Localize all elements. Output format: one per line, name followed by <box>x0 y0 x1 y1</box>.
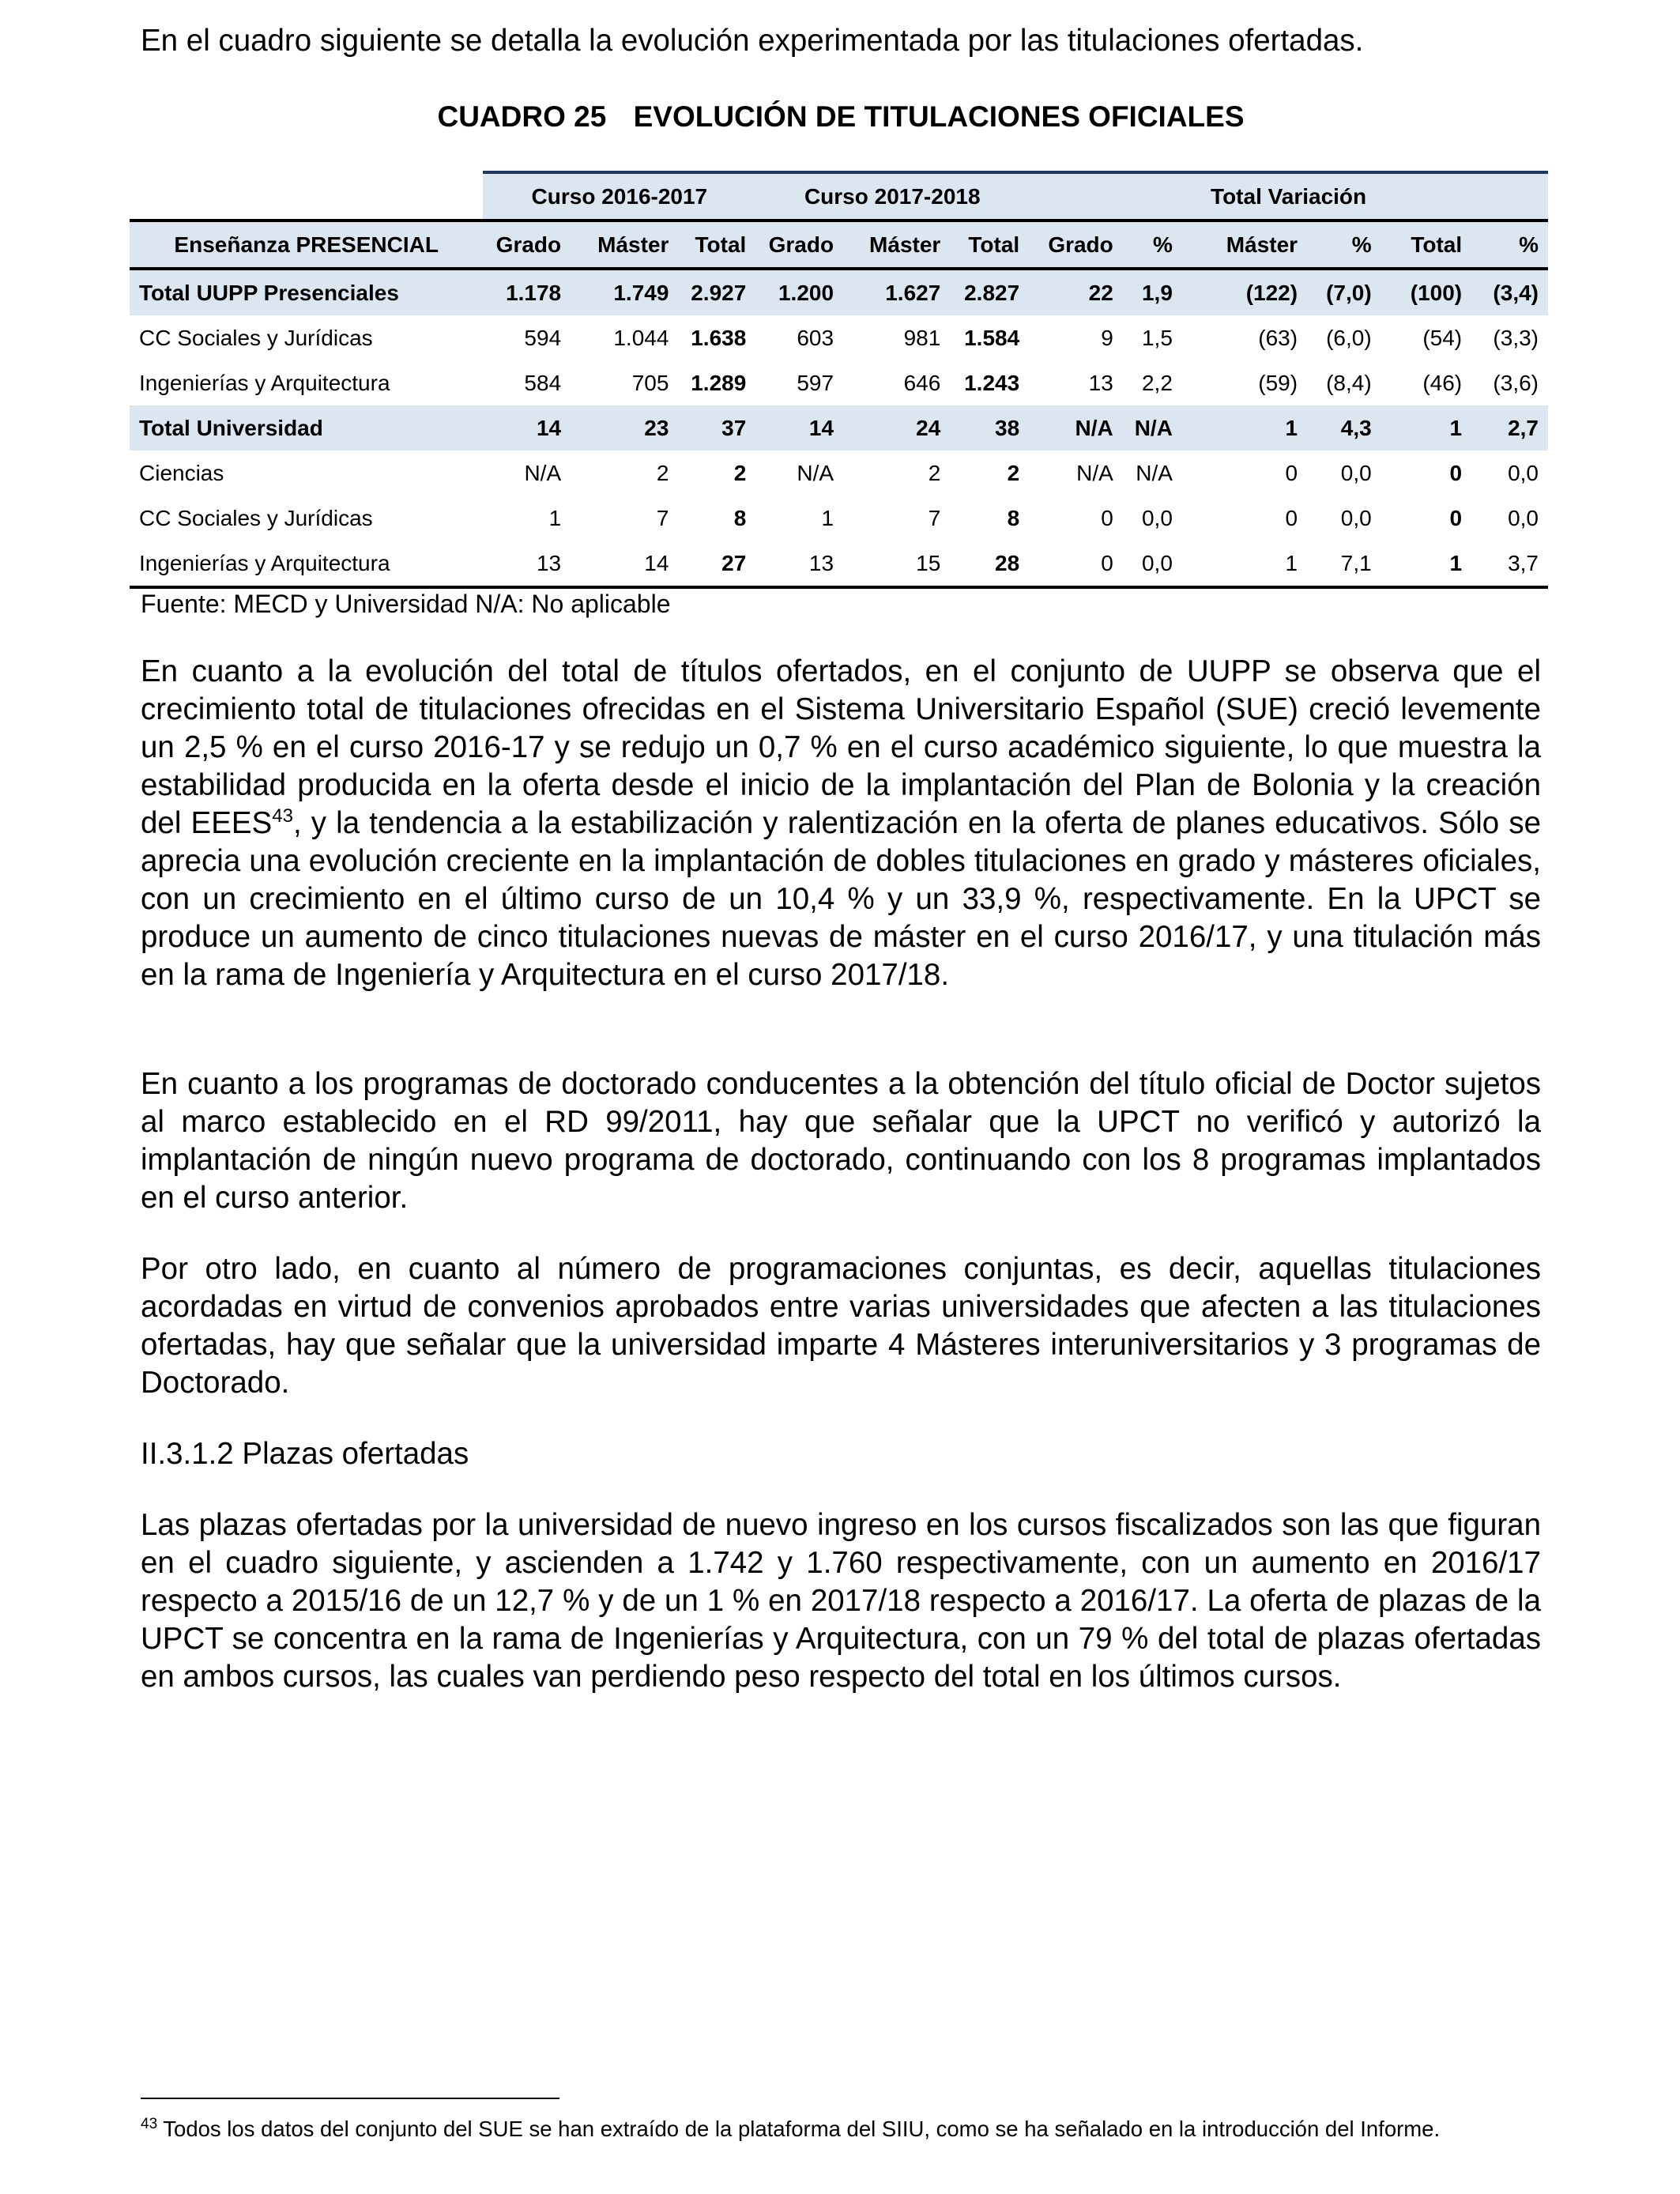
table-cell: 1 <box>1182 405 1307 450</box>
column-header: Grado <box>483 221 571 269</box>
table-cell: 981 <box>903 325 941 350</box>
table-cell: 27 <box>678 541 755 587</box>
table-cell: 1.178 <box>483 269 571 315</box>
table-cell: 2 <box>1007 460 1020 485</box>
table-cell: 0 <box>1101 505 1113 530</box>
table-cell: (8,4) <box>1326 370 1372 395</box>
table-cell: 584 <box>524 370 562 395</box>
body-paragraph <box>141 653 1541 994</box>
table-row <box>130 360 1548 405</box>
table-cell: 1 <box>1182 541 1307 587</box>
table-cell: 0,0 <box>1340 460 1372 485</box>
row-label: Ciencias <box>139 460 224 485</box>
table-cell: 2,7 <box>1471 405 1548 450</box>
table-cell: 705 <box>631 370 669 395</box>
footnote-text: Todos los datos del conjunto del SUE se han extraído de la plataforma del SIIU, como se ha señalado en la introducción del Informe. <box>157 2117 1441 2141</box>
table-cell: 0 <box>1449 505 1463 530</box>
table-cell: (3,3) <box>1493 325 1539 350</box>
column-header: Enseñanza PRESENCIAL <box>130 221 483 269</box>
table-cell: 594 <box>524 325 562 350</box>
column-header: % <box>1471 221 1548 269</box>
column-header: Total <box>950 221 1029 269</box>
table-cell: 2.927 <box>678 269 755 315</box>
table-cell: 13 <box>483 541 571 587</box>
table-cell: 0,0 <box>1141 505 1173 530</box>
table-cell: (3,4) <box>1471 269 1548 315</box>
column-header: Máster <box>1182 221 1307 269</box>
group-header: Curso 2017-2018 <box>755 172 1029 221</box>
table-cell: 7,1 <box>1307 541 1381 587</box>
table-cell: 2 <box>733 460 747 485</box>
column-header: Grado <box>755 221 843 269</box>
table-cell: (3,6) <box>1493 370 1539 395</box>
column-header: Grado <box>1029 221 1123 269</box>
row-label: Ingenierías y Arquitectura <box>130 541 483 587</box>
table-cell: 1,5 <box>1141 325 1173 350</box>
table-cell: 8 <box>733 505 747 530</box>
table-cell: (59) <box>1258 370 1298 395</box>
group-header: Total Variación <box>1029 172 1548 221</box>
table-cell: 14 <box>571 541 678 587</box>
table-cell: 0,0 <box>1508 505 1539 530</box>
body-paragraph: Las plazas ofertadas por la universidad de nuevo ingreso en los cursos fiscalizados son las que figuran en el cuadro siguiente, y ascienden a 1.742 y 1.760 respectivamente, con un aumento en 2016/17 respecto a 2015/16 de un 12,7 % y de un 1 % en 2017/18 respecto a 2016/17. La oferta de plazas de la UPCT se concentra en la rama de Ingenierías y Arquitectura, con un 79 % del total de plazas ofertadas en ambos cursos, las cuales van perdiendo peso respecto del total en los últimos cursos. <box>141 1508 1541 1694</box>
table-cell: N/A <box>1136 460 1173 485</box>
table-cell: 7 <box>928 505 941 530</box>
table-cell: 23 <box>571 405 678 450</box>
table-title-text: EVOLUCIÓN DE TITULACIONES OFICIALES <box>633 100 1245 133</box>
table-row <box>130 405 1548 450</box>
table-cell: 1.200 <box>755 269 843 315</box>
footnote-reference[interactable]: 43 <box>272 805 293 827</box>
table-row <box>130 541 1548 587</box>
footnote-number: 43 <box>141 2116 158 2132</box>
row-label: Ingenierías y Arquitectura <box>139 370 390 395</box>
footnote <box>141 2113 1440 2145</box>
table-cell: 1.749 <box>571 269 678 315</box>
table-cell: 1 <box>821 505 834 530</box>
row-label: Total UUPP Presenciales <box>130 269 483 315</box>
table-row <box>130 450 1548 496</box>
table-cell: 1 <box>1381 541 1471 587</box>
table-cell: 0 <box>1285 460 1298 485</box>
column-header: % <box>1123 221 1182 269</box>
table-cell: N/A <box>1123 405 1182 450</box>
table-cell: 2 <box>656 460 669 485</box>
table-cell: 2.827 <box>950 269 1029 315</box>
intro-paragraph: En el cuadro siguiente se detalla la evolución experimentada por las titulaciones ofertadas. <box>141 24 1364 58</box>
table-cell: 1.627 <box>843 269 950 315</box>
table-cell: N/A <box>797 460 834 485</box>
table-cell: 15 <box>843 541 950 587</box>
column-header: Total <box>1381 221 1471 269</box>
table-cell: 0 <box>1449 460 1463 485</box>
table-cell: 28 <box>950 541 1029 587</box>
table-cell: (122) <box>1182 269 1307 315</box>
table-cell: 8 <box>1007 505 1020 530</box>
table-cell: 13 <box>1088 370 1113 395</box>
table-cell: 7 <box>656 505 669 530</box>
row-label: CC Sociales y Jurídicas <box>139 325 373 350</box>
table-cell: (6,0) <box>1326 325 1372 350</box>
table-cell: 37 <box>678 405 755 450</box>
table-number: CUADRO 25 <box>437 100 607 133</box>
table-cell: 646 <box>903 370 941 395</box>
paragraph-text: , y la tendencia a la estabilización y ralentización en la oferta de planes educativos. Sólo se aprecia una evolución creciente en la implantación de dobles titulaciones en grado y másteres oficiales, con un crecimiento en el último curso de un 10,4 % y un 33,9 %, respectivamente. En la UPCT se produce un aumento de cinco titulaciones nuevas de máster en el curso 2016/17, y una titulación más en la rama de Ingeniería y Arquitectura en el curso 2017/18. <box>141 806 1541 992</box>
table-cell: (54) <box>1422 325 1463 350</box>
table-cell: (63) <box>1258 325 1298 350</box>
table-cell: 0,0 <box>1123 541 1182 587</box>
table-cell: 1 <box>1381 405 1471 450</box>
table-cell: 1.289 <box>691 370 747 395</box>
paragraph-text: En cuanto a la evolución del total de títulos ofertados, en el conjunto de UUPP se observa que el crecimiento total de titulaciones ofrecidas en el Sistema Universitario Español (SUE) creció levemente un 2,5 % en el curso 2016-17 y se redujo un 0,7 % en el curso académico siguiente, lo que muestra la estabilidad producida en la oferta desde el inicio de la implantación del Plan de Bolonia y la creación del EEES <box>141 654 1541 840</box>
table-cell: 38 <box>950 405 1029 450</box>
table-cell: (100) <box>1381 269 1471 315</box>
table-cell: N/A <box>1076 460 1113 485</box>
table-cell: 3,7 <box>1471 541 1548 587</box>
table-cell: N/A <box>524 460 562 485</box>
table-cell: 2,2 <box>1141 370 1173 395</box>
table-row <box>130 496 1548 541</box>
table-cell: 24 <box>843 405 950 450</box>
table-cell: N/A <box>1029 405 1123 450</box>
body-paragraph: En cuanto a los programas de doctorado conducentes a la obtención del título oficial de Doctor sujetos al marco establecido en el RD 99/2011, hay que señalar que la UPCT no verificó y autorizó la implantación de ningún nuevo programa de doctorado, continuando con los 8 programas implantados en el curso anterior. <box>141 1067 1541 1215</box>
table-cell: 1.243 <box>964 370 1020 395</box>
table-cell: 1.638 <box>691 325 747 350</box>
table-corner-cell <box>130 172 483 221</box>
table-cell: 0,0 <box>1508 460 1539 485</box>
table-cell: 4,3 <box>1307 405 1381 450</box>
table-cell: 1 <box>548 505 562 530</box>
table-cell: 14 <box>755 405 843 450</box>
titulaciones-table <box>130 171 1548 589</box>
row-label: CC Sociales y Jurídicas <box>139 505 373 530</box>
column-header: Máster <box>571 221 678 269</box>
table-group-header-row <box>130 172 1548 221</box>
group-header: Curso 2016-2017 <box>483 172 755 221</box>
column-header: % <box>1307 221 1381 269</box>
table-source-note: Fuente: MECD y Universidad N/A: No aplicable <box>141 590 671 618</box>
footnote-separator <box>141 2098 559 2099</box>
body-paragraph: Por otro lado, en cuanto al número de programaciones conjuntas, es decir, aquellas titulaciones acordadas en virtud de convenios aprobados entre varias universidades que afecten a las titulaciones ofertadas, hay que señalar que la universidad imparte 4 Másteres interuniversitarios y 3 programas de Doctorado. <box>141 1252 1541 1400</box>
table-cell: 597 <box>797 370 834 395</box>
table-cell: (46) <box>1422 370 1463 395</box>
column-header: Máster <box>843 221 950 269</box>
table-cell: 22 <box>1029 269 1123 315</box>
table-row <box>130 315 1548 360</box>
row-label: Total Universidad <box>130 405 483 450</box>
table-row <box>130 269 1548 315</box>
table-cell: 14 <box>483 405 571 450</box>
table-cell: 1.044 <box>613 325 669 350</box>
table-cell: 603 <box>797 325 834 350</box>
table-cell: 0,0 <box>1340 505 1372 530</box>
table-title <box>141 93 1541 141</box>
table-cell: 1.584 <box>964 325 1020 350</box>
column-header: Total <box>678 221 755 269</box>
table-cell: 1,9 <box>1123 269 1182 315</box>
table-column-header-row <box>130 221 1548 269</box>
table-cell: 0 <box>1285 505 1298 530</box>
table-cell: (7,0) <box>1307 269 1381 315</box>
table-cell: 2 <box>928 460 941 485</box>
section-heading: II.3.1.2 Plazas ofertadas <box>141 1437 469 1471</box>
table-cell: 9 <box>1101 325 1113 350</box>
table-cell: 0 <box>1029 541 1123 587</box>
table-cell: 13 <box>755 541 843 587</box>
